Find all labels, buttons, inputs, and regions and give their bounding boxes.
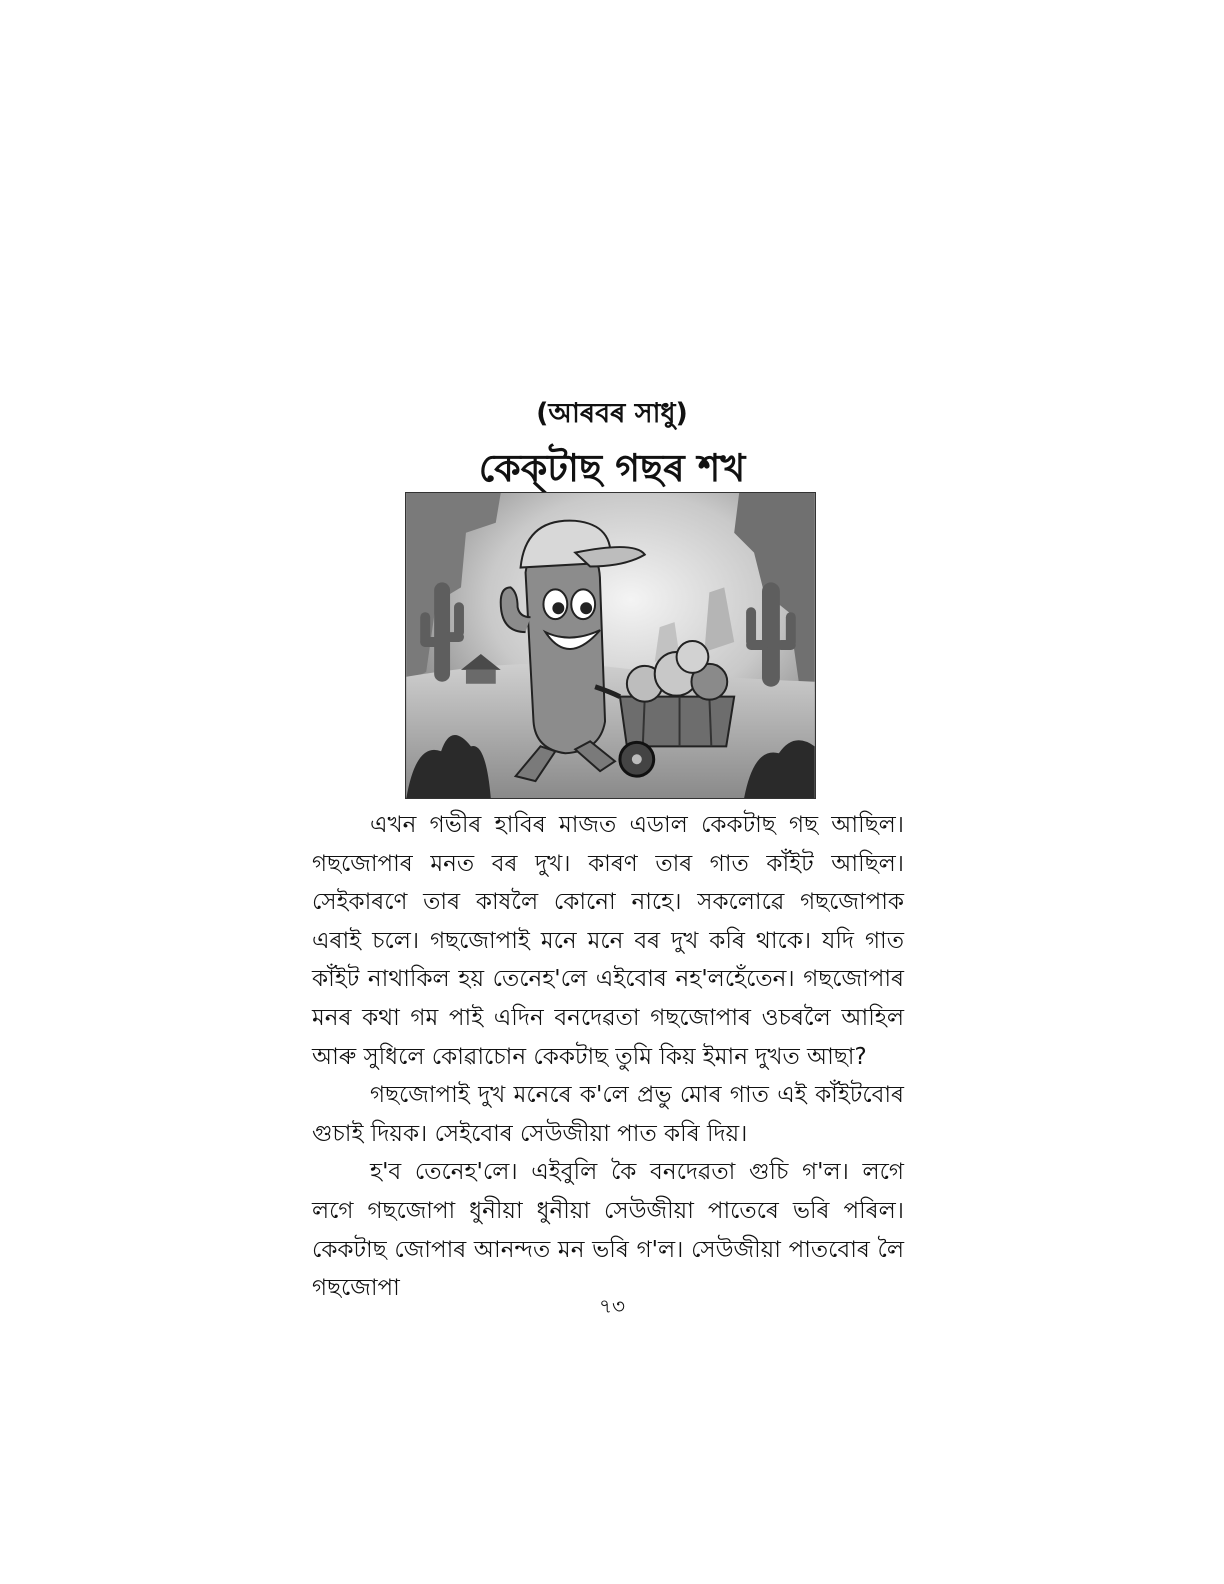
cactus-illustration: [405, 492, 816, 799]
story-origin-subtitle: (আৰবৰ সাধু): [536, 398, 688, 429]
story-paragraph-1: এখন গভীৰ হাবিৰ মাজত এডাল কেকটাছ গছ আছিল। গছজোপাৰ মনত বৰ দুখ। কাৰণ তাৰ গাত কাঁইট আছিল। সেইকাৰণে তাৰ কাষলৈ কোনো নাহে। সকলোৱে গছজোপাক এৰাই চলে। গছজোপাই মনে মনে বৰ দুখ কৰি থাকে। যদি গাত কাঁইট নাথাকিল হয় তেনেহ'লে এইবোৰ নহ'লহেঁতেন। গছজোপাৰ মনৰ কথা গম পাই এদিন বনদেৱতা গছজোপাৰ ওচৰলৈ আহিল আৰু সুধিলে কোৱাচোন কেকটাছ তুমি কিয় ইমান দুখত আছা?: [312, 812, 904, 1070]
story-paragraph-3: হ'ব তেনেহ'লে। এইবুলি কৈ বনদেৱতা গুচি গ'ল। লগে লগে গছজোপা ধুনীয়া ধুনীয়া সেউজীয়া পাতেৰে ভৰি পৰিল। কেকটাছ জোপাৰ আনন্দত মন ভৰি গ'ল। সেউজীয়া পাতবোৰ লৈ গছজোপা: [312, 1159, 904, 1302]
story-title: কেক্‌টাছ গছৰ শখ: [478, 446, 746, 490]
story-body: [312, 806, 904, 1308]
cactus-pushing-cart-icon: [406, 493, 815, 798]
page-number: ৭৩: [598, 1294, 625, 1318]
story-paragraph-2: গছজোপাই দুখ মনেৰে ক'লে প্ৰভু মোৰ গাত এই কাঁইটবোৰ গুচাই দিয়ক। সেইবোৰ সেউজীয়া পাত কৰি দিয়।: [312, 1082, 904, 1147]
